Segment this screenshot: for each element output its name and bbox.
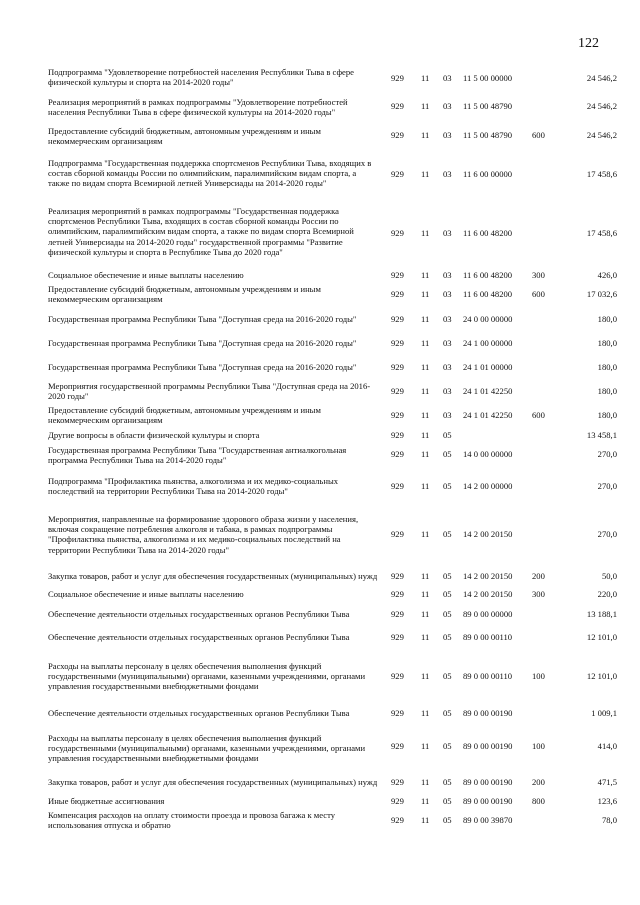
row-gr-code: 929 [391,386,404,396]
row-description: Реализация мероприятий в рамках подпрограммы "Удовлетворение потребностей населения Республики Тыва в сфере физической культуры на 2014-2020 годы" [48,97,348,118]
row-description: Обеспечение деятельности отдельных государственных органов Республики Тыва [48,708,350,718]
row-pr-code: 05 [443,430,452,440]
row-sum: 180,0 [597,314,617,324]
row-rz-code: 11 [421,777,430,787]
row-sum: 17 032,6 [586,289,617,299]
row-rz-code: 11 [421,571,430,581]
row-description: Предоставление субсидий бюджетным, автономным учреждениям и иным некоммерческим организациям [48,126,321,147]
row-description: Обеспечение деятельности отдельных государственных органов Республики Тыва [48,632,350,642]
row-vr-code: 100 [532,671,545,681]
row-sum: 17 458,6 [586,169,617,179]
row-description: Мероприятия государственной программы Республики Тыва "Доступная среда на 2016-2020 годы" [48,381,371,402]
row-vr-code: 300 [532,589,545,599]
row-cs-code: 89 0 00 00190 [463,777,513,787]
row-description: Государственная программа Республики Тыва "Государственная антиалкогольная программа Республики Тыва на 2014-2020 годы" [48,445,347,466]
row-gr-code: 929 [391,270,404,280]
row-pr-code: 05 [443,777,452,787]
row-pr-code: 05 [443,481,452,491]
row-rz-code: 11 [421,449,430,459]
row-gr-code: 929 [391,589,404,599]
row-gr-code: 929 [391,741,404,751]
row-description: Подпрограмма "Удовлетворение потребностей населения Республики Тыва в сфере физической культуры и спорта на 2014-2020 годы" [48,67,354,88]
row-rz-code: 11 [421,529,430,539]
row-pr-code: 03 [443,73,452,83]
row-rz-code: 11 [421,289,430,299]
row-pr-code: 03 [443,410,452,420]
row-rz-code: 11 [421,815,430,825]
row-description: Подпрограмма "Государственная поддержка спортсменов Республики Тыва, входящих в состав сборной команды России по олимпийским, паралимпийским видам спорта, а также по видам спорта Всемирной летней Универсиады на 2014-2020 годы" [48,158,372,189]
row-pr-code: 05 [443,632,452,642]
row-gr-code: 929 [391,430,404,440]
row-cs-code: 11 6 00 48200 [463,228,513,238]
row-rz-code: 11 [421,73,430,83]
row-rz-code: 11 [421,796,430,806]
row-rz-code: 11 [421,169,430,179]
row-rz-code: 11 [421,741,430,751]
row-rz-code: 11 [421,338,430,348]
row-gr-code: 929 [391,815,404,825]
row-pr-code: 05 [443,708,452,718]
row-description: Иные бюджетные ассигнования [48,796,165,806]
row-description: Расходы на выплаты персоналу в целях обеспечения выполнения функций государственными (муниципальными) органами, казенными учреждениями, органами управления государственными внебюджетными фондами [48,733,366,764]
row-sum: 24 546,2 [586,130,617,140]
row-gr-code: 929 [391,571,404,581]
row-pr-code: 05 [443,571,452,581]
row-sum: 13 188,1 [586,609,617,619]
row-cs-code: 11 5 00 48790 [463,101,513,111]
page-number: 122 [578,36,599,51]
row-cs-code: 11 6 00 00000 [463,169,513,179]
row-pr-code: 03 [443,314,452,324]
row-pr-code: 03 [443,101,452,111]
row-pr-code: 03 [443,169,452,179]
row-vr-code: 600 [532,289,545,299]
row-description: Обеспечение деятельности отдельных государственных органов Республики Тыва [48,609,350,619]
row-pr-code: 03 [443,228,452,238]
row-vr-code: 600 [532,410,545,420]
row-pr-code: 03 [443,270,452,280]
row-gr-code: 929 [391,449,404,459]
row-vr-code: 300 [532,270,545,280]
row-sum: 270,0 [597,449,617,459]
row-sum: 78,0 [601,815,617,825]
row-cs-code: 11 5 00 00000 [463,73,513,83]
row-cs-code: 89 0 00 00190 [463,796,513,806]
row-pr-code: 03 [443,338,452,348]
row-description: Социальное обеспечение и иные выплаты населению [48,589,244,599]
row-pr-code: 05 [443,589,452,599]
row-pr-code: 05 [443,671,452,681]
row-sum: 12 101,0 [586,632,617,642]
row-cs-code: 24 0 00 00000 [463,314,513,324]
row-gr-code: 929 [391,777,404,787]
row-pr-code: 05 [443,529,452,539]
row-gr-code: 929 [391,708,404,718]
row-cs-code: 14 2 00 20150 [463,589,513,599]
row-description: Закупка товаров, работ и услуг для обеспечения государственных (муниципальных) нужд [48,777,378,787]
row-sum: 24 546,2 [586,101,617,111]
row-sum: 180,0 [597,338,617,348]
row-description: Предоставление субсидий бюджетным, автономным учреждениям и иным некоммерческим организациям [48,284,321,305]
row-description: Предоставление субсидий бюджетным, автономным учреждениям и иным некоммерческим организациям [48,405,321,426]
row-sum: 270,0 [597,529,617,539]
row-vr-code: 200 [532,777,545,787]
row-description: Компенсация расходов на оплату стоимости проезда и провоза багажа к месту использования отпуска и обратно [48,810,336,831]
row-gr-code: 929 [391,481,404,491]
row-pr-code: 03 [443,362,452,372]
row-rz-code: 11 [421,632,430,642]
row-gr-code: 929 [391,632,404,642]
row-sum: 220,0 [597,589,617,599]
row-pr-code: 05 [443,815,452,825]
row-description: Расходы на выплаты персоналу в целях обеспечения выполнения функций государственными (муниципальными) органами, казенными учреждениями, органами управления государственными внебюджетными фондами [48,661,366,692]
row-gr-code: 929 [391,228,404,238]
row-cs-code: 24 1 00 00000 [463,338,513,348]
row-cs-code: 11 5 00 48790 [463,130,513,140]
row-rz-code: 11 [421,314,430,324]
row-cs-code: 11 6 00 48200 [463,270,513,280]
row-gr-code: 929 [391,289,404,299]
row-description: Государственная программа Республики Тыва "Доступная среда на 2016-2020 годы" [48,338,357,348]
row-description: Другие вопросы в области физической культуры и спорта [48,430,260,440]
row-description: Государственная программа Республики Тыва "Доступная среда на 2016-2020 годы" [48,362,357,372]
row-sum: 24 546,2 [586,73,617,83]
row-vr-code: 100 [532,741,545,751]
row-sum: 1 009,1 [591,708,617,718]
row-description: Социальное обеспечение и иные выплаты населению [48,270,244,280]
row-pr-code: 05 [443,741,452,751]
row-cs-code: 24 1 01 42250 [463,410,513,420]
row-rz-code: 11 [421,386,430,396]
row-cs-code: 11 6 00 48200 [463,289,513,299]
row-rz-code: 11 [421,609,430,619]
row-description: Закупка товаров, работ и услуг для обеспечения государственных (муниципальных) нужд [48,571,378,581]
row-gr-code: 929 [391,609,404,619]
row-sum: 414,0 [597,741,617,751]
row-cs-code: 14 0 00 00000 [463,449,513,459]
row-rz-code: 11 [421,671,430,681]
row-cs-code: 14 2 00 20150 [463,529,513,539]
row-pr-code: 03 [443,289,452,299]
row-gr-code: 929 [391,314,404,324]
row-rz-code: 11 [421,430,430,440]
row-gr-code: 929 [391,130,404,140]
row-cs-code: 24 1 01 42250 [463,386,513,396]
row-description: Мероприятия, направленные на формирование здорового образа жизни у населения, включая сокращение потребления алкоголя и табака, в рамках подпрограммы "Профилактика пьянства, алкоголизма и их медико-социальных последствий на территории Республики Тыва на 2014-2020 годы" [48,514,359,555]
row-cs-code: 89 0 00 00000 [463,609,513,619]
row-rz-code: 11 [421,481,430,491]
row-rz-code: 11 [421,362,430,372]
row-sum: 180,0 [597,386,617,396]
row-rz-code: 11 [421,101,430,111]
row-description: Подпрограмма "Профилактика пьянства, алкоголизма и их медико-социальных последствий на территории Республики Тыва на 2014-2020 годы" [48,476,339,497]
row-gr-code: 929 [391,796,404,806]
row-sum: 180,0 [597,362,617,372]
row-cs-code: 89 0 00 00110 [463,632,513,642]
row-gr-code: 929 [391,362,404,372]
row-gr-code: 929 [391,338,404,348]
row-gr-code: 929 [391,73,404,83]
row-vr-code: 800 [532,796,545,806]
row-cs-code: 14 2 00 00000 [463,481,513,491]
row-sum: 426,0 [597,270,617,280]
row-description: Государственная программа Республики Тыва "Доступная среда на 2016-2020 годы" [48,314,357,324]
row-pr-code: 05 [443,796,452,806]
row-gr-code: 929 [391,169,404,179]
row-vr-code: 600 [532,130,545,140]
row-cs-code: 24 1 01 00000 [463,362,513,372]
row-rz-code: 11 [421,708,430,718]
row-sum: 471,5 [597,777,617,787]
row-rz-code: 11 [421,589,430,599]
row-sum: 123,6 [597,796,617,806]
row-cs-code: 89 0 00 00190 [463,741,513,751]
row-cs-code: 14 2 00 20150 [463,571,513,581]
row-gr-code: 929 [391,671,404,681]
row-pr-code: 03 [443,130,452,140]
row-rz-code: 11 [421,410,430,420]
row-pr-code: 05 [443,609,452,619]
row-rz-code: 11 [421,228,430,238]
row-gr-code: 929 [391,101,404,111]
row-cs-code: 89 0 00 00190 [463,708,513,718]
row-rz-code: 11 [421,270,430,280]
row-vr-code: 200 [532,571,545,581]
row-sum: 13 458,1 [586,430,617,440]
row-rz-code: 11 [421,130,430,140]
row-sum: 50,0 [601,571,617,581]
row-gr-code: 929 [391,529,404,539]
row-sum: 17 458,6 [586,228,617,238]
row-pr-code: 05 [443,449,452,459]
row-pr-code: 03 [443,386,452,396]
row-cs-code: 89 0 00 39870 [463,815,513,825]
row-description: Реализация мероприятий в рамках подпрограммы "Государственная поддержка спортсменов Республики Тыва, входящих в состав сборной команды России по олимпийским, паралимпийским видам спорта, а также по видам спорта Всемирной летней Универсиады на 2014-2020 годы" государственной программы "Развитие физической культуры и спорта в Республике Тыва до 2020 года" [48,206,354,257]
row-gr-code: 929 [391,410,404,420]
row-sum: 12 101,0 [586,671,617,681]
row-sum: 180,0 [597,410,617,420]
row-sum: 270,0 [597,481,617,491]
row-cs-code: 89 0 00 00110 [463,671,513,681]
